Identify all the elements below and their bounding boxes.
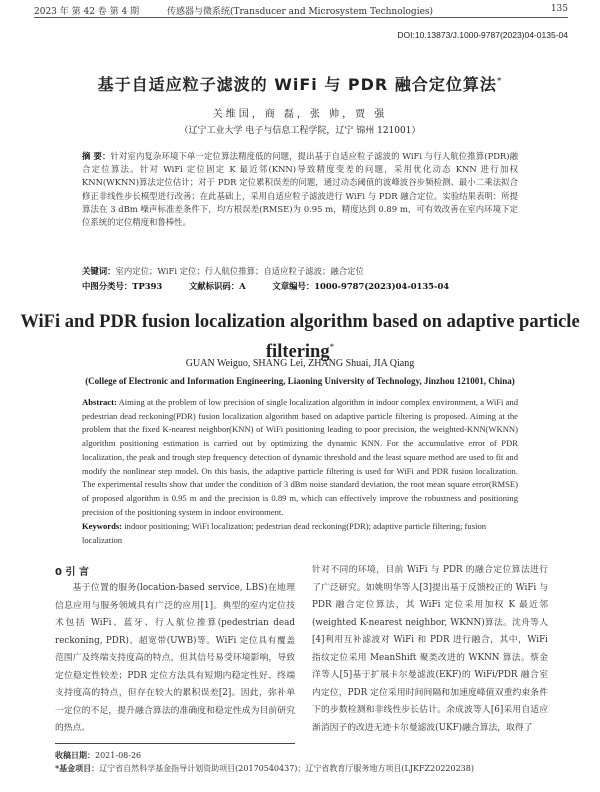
- title-cn-text: 基于自适应粒子滤波的 WiFi 与 PDR 融合定位算法: [97, 75, 497, 94]
- title-en-text: WiFi and PDR fusion localization algorithm based on adaptive particle filtering: [20, 312, 580, 363]
- keywords-en-text: indoor positioning; WiFi localization; pedestrian dead reckoning(PDR); adaptive particle filtering; fusion localization: [82, 521, 487, 545]
- fund-note: *基金项目：辽宁省自然科学基金指导计划资助项目(20170540437)；辽宁省教育厅服务地方项目(LJKFZ20220238): [55, 763, 474, 773]
- affiliation-cn: （辽宁工业大学 电子与信息工程学院，辽宁 锦州 121001）: [179, 126, 421, 136]
- classification-cn: [82, 280, 518, 292]
- abstract-en-text: Aiming at the problem of low precision of single localization algorithm in indoor complex environment, a WiFi and pedestrian dead reckoning(PDR) fusion localization algorithm based on adaptive particle filtering is proposed. Aiming at the problem that the fixed K-nearest neighbor(KNN) of WiFi positioning leading to poor precision, the weighted-KNN(WKNN) algorithm positioning estimation is carried out by optimizing the dynamic KNN. For the accumulative error of PDR localization, the peak and trough step frequency detection of dynamic threshold and the least square method are used to fit and modify the nonlinear step model. On this basis, the adaptive particle filtering is used for WiFi and PDR fusion localization. The experimental results show that under the condition of 3 dBm noise standard deviation, the root mean square error(RMSE) of proposed algorithm is 0.95 m and the precision is 0.89 m, which can effectively improve the robustness and positioning precision of the positioning system in indoor environment.: [82, 397, 518, 517]
- abstract-en: [82, 396, 518, 519]
- footnote: [55, 749, 474, 775]
- title-en: [0, 310, 600, 365]
- authors-cn: 关维国，商 磊，张 帅，贾 强: [212, 109, 388, 120]
- affiliation-en: (College of Electronic and Information Engineering, Liaoning University of Technology, Jinzhou 121001, China): [85, 376, 515, 386]
- title-en-mark: *: [329, 342, 335, 352]
- abstract-cn-label: 摘 要：: [82, 151, 111, 161]
- abstract-cn: [82, 150, 518, 229]
- title-cn-mark: *: [496, 76, 503, 87]
- keywords-cn: [82, 265, 518, 278]
- keywords-cn-label: 关键词：: [82, 266, 116, 276]
- abstract-cn-text: 针对室内复杂环境下单一定位算法精度低的问题，提出基于自适应粒子滤波的 WiFi 与行人航位推算(PDR)融合定位算法。针对 WiFi 定位固定 K 最近邻(KNN)导致精度变差的问题，采用优化动态 KNN 进行加权 KNN(WKNN)算法定位估计；对于 PDR 定位累积误差的问题，通过动态阈值的波峰波谷步频检测、最小二乘法拟合修正非线性步长模型进行改善；在此基础上，采用自适应粒子滤波进行 WiFi 与 PDR 融合定位。实验结果表明：所提算法在 3 dBm 噪声标准差条件下，均方根误差(RMSE)为 0.95 m，精度达到 0.89 m，可有效改善在室内环境下定位系统的定位精度和鲁棒性。: [82, 151, 518, 228]
- keywords-cn-text: 室内定位；WiFi 定位；行人航位推算；自适应粒子滤波；融合定位: [115, 266, 364, 276]
- footnote-divider: [55, 743, 295, 744]
- doi[interactable]: DOI:10.13873/J.1000-9787(2023)04-0135-04: [397, 30, 568, 40]
- title-cn: [0, 72, 600, 95]
- section-heading-introduction: 0 引 言: [55, 567, 89, 578]
- keywords-en: [82, 520, 518, 547]
- header-issue: 2023 年 第 42 卷 第 4 期: [34, 7, 140, 17]
- body-left-column: 基于位置的服务(location-based service, LBS)在地理信息应用与服务领域具有广泛的应用[1]。典型的室内定位技术包括 WiFi、蓝牙、行人航位推算(pedestrian dead reckoning, PDR)、超宽带(UWB)等。WiFi 定位具有覆盖范围广及终端支持度高的特点，但其信号易受环境影响，导致定位稳定性较差；PDR 定位方法具有短期内稳定性好、终端支持度高的特点，但存在较大的累积误差[2]。因此，弥补单一定位的不足，提升融合算法的准确度和稳定性成为目前研究的热点。: [55, 583, 295, 733]
- clc-number: 中图分类号：TP393: [82, 281, 163, 291]
- header-journal: 传感器与微系统(Transducer and Microsystem Technologies): [166, 7, 434, 17]
- document-code: 文献标识码：A: [188, 281, 246, 291]
- abstract-en-label: Abstract:: [82, 397, 117, 407]
- article-number: 文章编号：1000-9787(2023)04-0135-04: [272, 281, 450, 291]
- body-right-column: 针对不同的环境，目前 WiFi 与 PDR 的融合定位算法进行了广泛研究。如姚明华等人[3]提出基于反馈校正的 WiFi 与 PDR 融合定位算法，其 WiFi 定位采用加权 K 最近邻(weighted K-nearest neighbor, WKNN)算法。沈舟等人[4]利用互补滤波对 WiFi 和 PDR 进行融合，其中，WiFi 指纹定位采用 MeanShift 聚类改进的 WKNN 算法。蔡金洋等人[5]基于扩展卡尔曼滤波(EKF)的 WiFi/PDR 融合室内定位，PDR 定位采用时间间隔和加速度峰值双重约束条件下的步数检测和非线性步长估计。余成波等人[6]采用自适应渐消因子的改进无迹卡尔曼滤波(UKF)融合算法，取得了: [312, 565, 548, 733]
- received-date: 收稿日期：2021-08-26: [55, 750, 142, 760]
- keywords-en-label: Keywords:: [82, 521, 123, 531]
- header-divider: [34, 17, 568, 18]
- authors-en: GUAN Weiguo, SHANG Lei, ZHANG Shuai, JIA Qiang: [185, 358, 415, 369]
- header-page-number: 135: [550, 4, 568, 14]
